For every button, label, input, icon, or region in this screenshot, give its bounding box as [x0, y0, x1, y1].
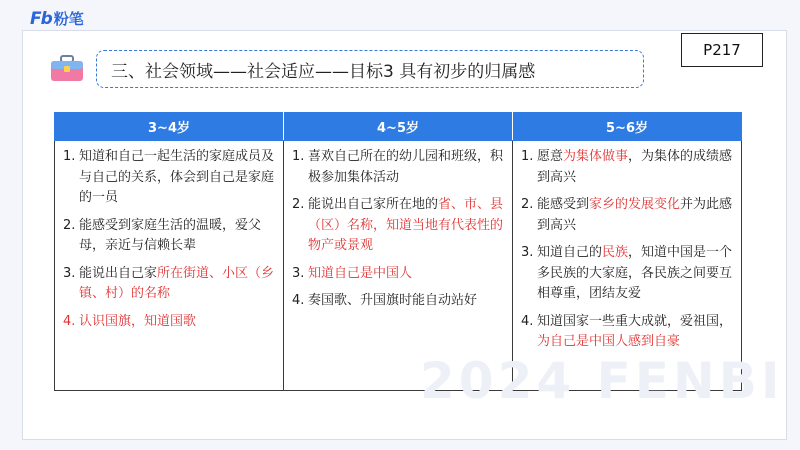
body-text: 奏国歌、升国旗时能自动站好 — [308, 293, 478, 308]
body-text: 能说出自己家所在地的 — [308, 197, 439, 212]
body-text: ，知道中国是一个多民族的大家庭，各民族之间要互相尊重，团结友爱 — [537, 245, 733, 301]
body-text: 知道国家一些重大成就，爱祖国， — [537, 313, 733, 329]
highlight-text: 为集体做事 — [563, 149, 629, 164]
body-text: 愿意 — [537, 149, 564, 164]
table-header-row — [55, 113, 742, 141]
list-item — [292, 195, 504, 257]
section-title: 三、社会领域——社会适应——目标3 具有初步的归属感 — [111, 61, 536, 82]
body-text: 知道和自己一起生活的家庭成员及与自己的关系，体会到自己是家庭的一员 — [79, 149, 275, 205]
list-item — [521, 243, 733, 305]
list-item — [63, 216, 275, 257]
briefcase-icon — [50, 54, 84, 82]
column-age-4-5 — [284, 141, 513, 391]
list-item-text — [308, 291, 504, 312]
header-age-5-6: 5~6岁 — [513, 113, 742, 141]
body-text: ，为集体的成绩感到高兴 — [537, 149, 733, 185]
highlight-text: 民族 — [602, 245, 629, 260]
list-item-text — [537, 312, 733, 353]
highlight-text: 所在街道、小区（乡镇、村）的名称 — [79, 265, 275, 301]
highlight-text: 为自己是中国人感到自豪 — [537, 334, 681, 349]
list-item — [292, 147, 504, 188]
list-item — [521, 147, 733, 188]
list-item — [292, 264, 504, 285]
list-item-text — [537, 147, 733, 188]
list-item-number: 2. — [63, 217, 76, 233]
body-text: 知道自己的 — [537, 245, 603, 260]
column-age-5-6 — [513, 141, 742, 391]
list-item — [292, 291, 504, 312]
list-item-number: 3. — [292, 265, 305, 281]
watermark: 2024 FENBI — [420, 352, 784, 410]
list-item-number: 3. — [63, 265, 76, 281]
highlight-text: 知道自己是中国人 — [308, 265, 413, 281]
list-item-number: 3. — [521, 245, 534, 260]
list-item-number: 1. — [63, 149, 76, 164]
header-age-4-5: 4~5岁 — [284, 113, 513, 141]
list-item-number: 1. — [521, 149, 534, 164]
highlight-text: 家乡的发展变化 — [589, 197, 681, 212]
list-item-text — [308, 147, 504, 188]
list-item-text — [537, 195, 733, 236]
body-text: 能感受到 — [537, 197, 590, 212]
highlight-text: 省、市、县（区）名称，知道当地有代表性的物产或景观 — [308, 197, 504, 253]
brand-mark: Fb — [30, 8, 52, 29]
list-item — [63, 147, 275, 209]
list-item-text — [79, 312, 275, 333]
list-item-number: 4. — [292, 293, 305, 308]
list-item-text — [308, 195, 504, 257]
section-title-box — [96, 50, 644, 88]
list-item-text — [79, 147, 275, 209]
list-item-number: 2. — [292, 197, 305, 212]
list-item-number: 4. — [63, 313, 76, 329]
list-item-text — [308, 264, 504, 285]
header-age-3-4: 3~4岁 — [55, 113, 284, 141]
list-item-number: 1. — [292, 149, 305, 164]
list-item-text — [537, 243, 733, 305]
list-item — [63, 264, 275, 305]
column-age-3-4 — [55, 141, 284, 391]
body-text: 能感受到家庭生活的温暖，爱父母，亲近与信赖长辈 — [79, 217, 262, 253]
table-row — [55, 141, 742, 391]
body-text: 能说出自己家 — [79, 265, 158, 281]
list-item-text — [79, 264, 275, 305]
list-item — [521, 312, 733, 353]
highlight-text: 认识国旗，知道国歌 — [79, 313, 197, 329]
body-text: 喜欢自己所在的幼儿园和班级，积极参加集体活动 — [308, 149, 504, 185]
brand-name: 粉笔 — [53, 10, 84, 28]
list-item-number: 4. — [521, 313, 534, 329]
brand-logo — [30, 8, 84, 29]
body-text: 并为此感到高兴 — [537, 197, 733, 233]
list-item — [521, 195, 733, 236]
list-item-text — [79, 216, 275, 257]
page-reference: P217 — [681, 33, 763, 67]
list-item-number: 2. — [521, 197, 534, 212]
goals-table — [54, 112, 742, 391]
list-item — [63, 312, 275, 333]
